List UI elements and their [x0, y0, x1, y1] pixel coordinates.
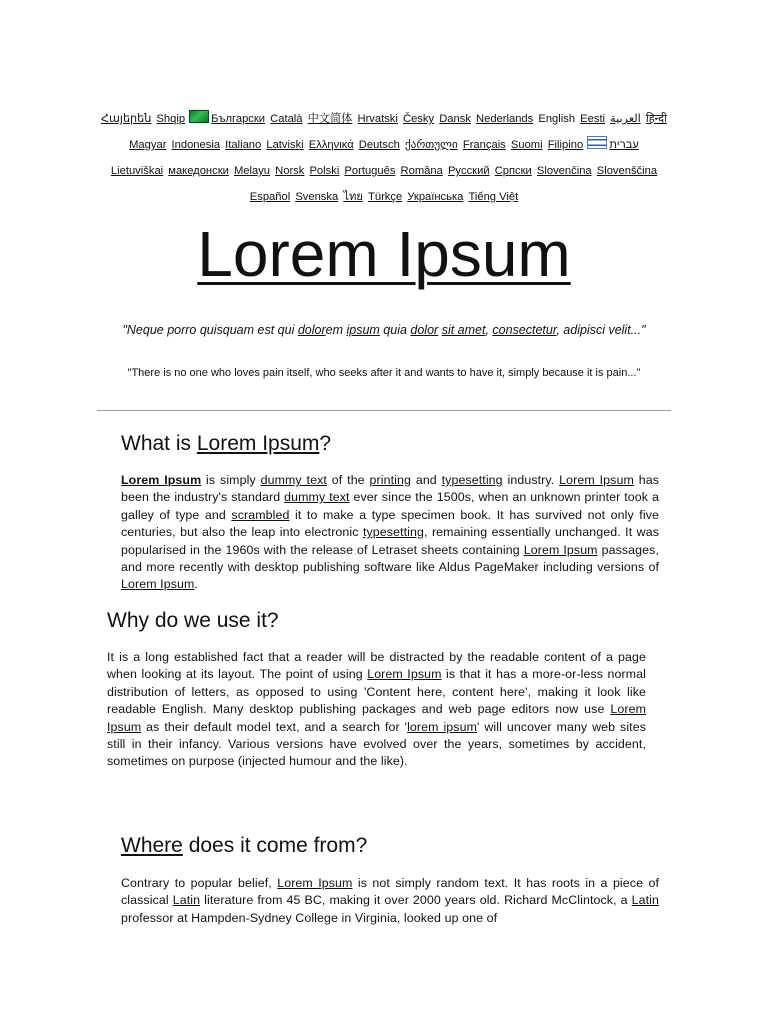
language-link-hu[interactable]: Magyar	[129, 139, 167, 151]
language-link-fi[interactable]: Suomi	[510, 139, 543, 151]
heading-text: does it come from?	[182, 834, 368, 857]
language-link-ka[interactable]: ქართული	[404, 139, 458, 151]
language-link-pl[interactable]: Polski	[309, 165, 340, 177]
language-link-fr[interactable]: Français	[462, 139, 506, 151]
language-link-sq[interactable]: Shqip	[156, 113, 186, 125]
text-span: .	[194, 577, 198, 592]
language-link-cs[interactable]: Česky	[403, 113, 435, 125]
language-link-lt[interactable]: Lietuviškai	[110, 165, 164, 177]
language-link-uk[interactable]: Українська	[407, 191, 464, 203]
section-divider	[97, 410, 671, 411]
text-span: Contrary to popular belief,	[121, 876, 278, 890]
heading-link-lorem-ipsum[interactable]: Lorem Ipsum	[196, 432, 320, 455]
language-link-es[interactable]: Español	[249, 191, 291, 203]
language-link-pt[interactable]: Português	[344, 165, 396, 177]
text-span: industry.	[502, 473, 560, 487]
quote-link-dolor[interactable]: dolor	[297, 323, 326, 337]
quote-text: em	[325, 323, 347, 337]
language-link-bg[interactable]: Български	[211, 113, 266, 125]
link-lorem-ipsum[interactable]: Lorem Ipsum	[107, 702, 646, 734]
link-lorem-ipsum[interactable]: Lorem Ipsum	[277, 876, 353, 890]
link-lorem-ipsum[interactable]: Lorem Ipsum	[367, 667, 442, 682]
language-link-nl[interactable]: Nederlands	[476, 113, 534, 125]
text-span: It is a long established fact that a reader will be distracted by the readable content of a page when looking at its layout. The point of using	[107, 650, 646, 682]
language-link-fil[interactable]: Filipino	[547, 139, 584, 151]
language-link-hr[interactable]: Hrvatski	[357, 113, 398, 125]
link-lorem-ipsum[interactable]: Lorem Ipsum	[121, 473, 202, 487]
english-quote: "There is no one who loves pain itself, who seeks after it and wants to have it, simply because it is pain..."	[127, 367, 641, 379]
language-link-id[interactable]: Indonesia	[171, 139, 221, 151]
language-link-sv[interactable]: Svenska	[295, 191, 339, 203]
language-link-hy[interactable]: Հայերեն	[101, 113, 152, 125]
heading-where-from	[121, 832, 367, 860]
language-current-en: English	[538, 113, 576, 125]
paragraph-why-use	[107, 649, 646, 771]
text-span: ever since the 1500s, when an unknown printer took a galley of type and	[121, 490, 659, 522]
link-lorem-ipsum-search[interactable]: lorem ipsum	[407, 719, 478, 734]
quote-text: ,	[485, 323, 493, 337]
link-latin[interactable]: Latin	[172, 893, 201, 908]
language-link-sl[interactable]: Slovenščina	[596, 165, 658, 177]
text-span: it to make a type specimen book. It has survived not only five centuries, but also the leap into electronic	[121, 507, 659, 540]
text-span: literature from 45 BC, making it over 2000 years old. Richard McClintock, a	[200, 893, 632, 908]
link-typesetting[interactable]: typesetting	[441, 473, 503, 487]
language-link-zh[interactable]: 中文简体	[307, 113, 353, 125]
text-span: passages, and more recently with desktop publishing software like Aldus PageMaker including versions of	[121, 542, 659, 575]
heading-what-is	[121, 430, 331, 458]
quote-link-dolor-2[interactable]: dolor	[410, 323, 439, 337]
language-link-ru[interactable]: Pyccкий	[447, 165, 490, 177]
quote-link-ipsum[interactable]: ipsum	[346, 323, 380, 337]
text-span: has been the industry's standard	[121, 473, 659, 505]
language-link-lv[interactable]: Latviski	[266, 139, 304, 151]
language-link-ar[interactable]: العربية	[610, 113, 641, 125]
text-span: is simply	[201, 473, 261, 487]
link-scrambled[interactable]: scrambled	[231, 507, 290, 522]
quote-text: "Neque porro quisquam est qui	[122, 323, 298, 337]
link-dummy-text[interactable]: dummy text	[284, 490, 350, 505]
language-link-ms[interactable]: Melayu	[233, 165, 271, 177]
language-link-sr[interactable]: Српски	[494, 165, 532, 177]
text-span: as their default model text, and a search for '	[141, 719, 408, 734]
language-link-vi[interactable]: Tiếng Việt	[468, 191, 519, 203]
language-link-sk[interactable]: Slovenčina	[536, 165, 592, 177]
latin-quote	[110, 320, 658, 340]
link-lorem-ipsum[interactable]: Lorem Ipsum	[523, 542, 598, 557]
language-link-da[interactable]: Dansk	[439, 113, 471, 125]
language-link-he[interactable]: עברית	[609, 139, 639, 151]
page-title-text: Lorem Ipsum	[197, 218, 571, 290]
quote-text: , adipisci velit..."	[556, 323, 646, 337]
link-dummy-text[interactable]: dummy text	[260, 473, 327, 487]
language-link-et[interactable]: Eesti	[580, 113, 606, 125]
text-span: professor at Hampden-Sydney College in Virginia, looked up one of	[121, 910, 498, 925]
link-printing[interactable]: printing	[369, 473, 411, 487]
heading-text: ?	[319, 432, 332, 455]
quote-link-consectetur[interactable]: consectetur	[492, 323, 557, 337]
link-latin[interactable]: Latin	[631, 893, 659, 908]
language-links	[100, 106, 668, 210]
quote-text: quia	[379, 323, 411, 337]
language-link-de[interactable]: Deutsch	[358, 139, 400, 151]
page-title	[0, 214, 768, 294]
heading-why-use: Why do we use it?	[107, 609, 279, 632]
language-link-ro[interactable]: Româna	[400, 165, 443, 177]
heading-link-where[interactable]: Where	[121, 834, 183, 857]
paragraph-where-from	[121, 875, 659, 927]
language-link-no[interactable]: Norsk	[275, 165, 305, 177]
language-link-el[interactable]: Ελληνικά	[308, 139, 354, 151]
text-span: and	[410, 473, 442, 487]
bulgarian-flag-icon	[189, 110, 209, 123]
paragraph-what-is	[121, 472, 659, 594]
language-link-th[interactable]: ไทย	[343, 191, 363, 203]
link-lorem-ipsum[interactable]: Lorem Ipsum	[121, 577, 195, 592]
israeli-flag-icon	[587, 136, 607, 149]
link-lorem-ipsum[interactable]: Lorem Ipsum	[559, 473, 634, 487]
text-span: is that it has a more-or-less normal distribution of letters, as opposed to using 'Content here, content here', making it look like readable English. Many desktop publishing packages and web page editors now use	[107, 667, 647, 717]
language-link-it[interactable]: Italiano	[225, 139, 262, 151]
language-link-ca[interactable]: Català	[270, 113, 303, 125]
language-link-mk[interactable]: македонски	[168, 165, 229, 177]
language-link-tr[interactable]: Türkçe	[368, 191, 403, 203]
text-span: ' will uncover many web sites still in their infancy. Various versions have evolved over the years, sometimes by accident, sometimes on purpose (injected humour and the like).	[107, 719, 647, 769]
text-span: , remaining essentially unchanged. It was popularised in the 1960s with the release of Letraset sheets containing	[121, 525, 660, 557]
text-span: of the	[326, 473, 370, 487]
text-span: is not simply random text. It has roots in a piece of classical	[121, 876, 659, 908]
quote-link-sit-amet[interactable]: sit amet	[441, 323, 486, 337]
heading-text: What is	[121, 432, 197, 455]
language-link-hi[interactable]: हिन्दी	[645, 113, 667, 125]
link-typesetting[interactable]: typesetting	[362, 525, 424, 540]
